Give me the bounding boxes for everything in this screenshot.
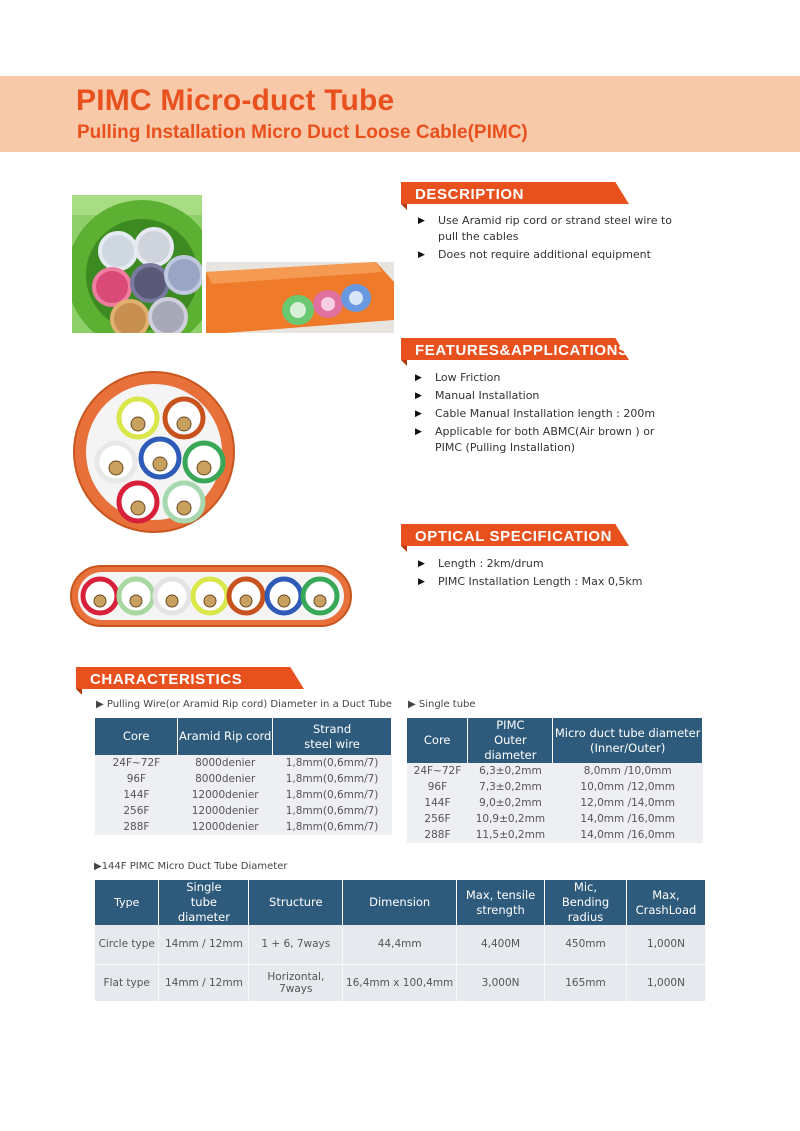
- list-item: ▶ Does not require additional equipment: [414, 247, 674, 263]
- page-title: PIMC Micro-duct Tube: [76, 84, 395, 117]
- table-row: Flat type 14mm / 12mm Horizontal, 7ways 16,4mm x 100,4mm 3,000N 165mm 1,000N: [95, 964, 706, 1001]
- table-row: 288F 12000denier 1,8mm(0,6mm/7): [95, 819, 392, 835]
- column-header: Strand steel wire: [273, 718, 392, 755]
- column-header: Max, tensile strength: [457, 880, 545, 925]
- table3-caption: ▶144F PIMC Micro Duct Tube Diameter: [94, 861, 288, 872]
- single-tube-table: [407, 718, 703, 843]
- table-row: 288F 11,5±0,2mm 14,0mm /16,0mm: [407, 827, 703, 843]
- table-row: 24F~72F 8000denier 1,8mm(0,6mm/7): [95, 755, 392, 771]
- column-header: Core: [95, 718, 178, 755]
- optical-list: [414, 556, 684, 592]
- duct-tube-diameter-table: [95, 880, 706, 1002]
- list-item: ▶ Use Aramid rip cord or strand steel wire to pull the cables: [414, 213, 674, 245]
- features-list: [411, 370, 681, 458]
- optical-heading: OPTICAL SPECIFICATION: [401, 524, 629, 550]
- description-list: [414, 213, 674, 265]
- table1-caption: ▶ Pulling Wire(or Aramid Rip cord) Diameter in a Duct Tube: [96, 699, 392, 710]
- column-header: Structure: [249, 880, 343, 925]
- characteristics-heading: CHARACTERISTICS: [76, 667, 304, 693]
- features-heading: FEATURES&APPLICATIONS: [401, 338, 629, 364]
- list-item: ▶ Manual Installation: [411, 388, 681, 404]
- table-row: 96F 8000denier 1,8mm(0,6mm/7): [95, 771, 392, 787]
- table-row: 96F 7,3±0,2mm 10,0mm /12,0mm: [407, 779, 703, 795]
- table-row: 24F~72F 6,3±0,2mm 8,0mm /10,0mm: [407, 763, 703, 779]
- table-row: 144F 9,0±0,2mm 12,0mm /14,0mm: [407, 795, 703, 811]
- table2-caption: ▶ Single tube: [408, 699, 476, 710]
- description-heading: DESCRIPTION: [401, 182, 629, 208]
- page-subtitle: Pulling Installation Micro Duct Loose Cable(PIMC): [77, 122, 528, 143]
- column-header: Micro duct tube diameter (Inner/Outer): [553, 718, 703, 763]
- diagram-flat-type: [70, 565, 352, 627]
- list-item: ▶ PIMC Installation Length : Max 0,5km: [414, 574, 684, 590]
- table-row: Circle type 14mm / 12mm 1 + 6, 7ways 44,4mm 4,400M 450mm 1,000N: [95, 925, 706, 964]
- pulling-wire-table: [95, 718, 392, 835]
- column-header: Single tube diameter: [159, 880, 249, 925]
- flat-ribbon-image: [206, 262, 394, 333]
- column-header: Dimension: [343, 880, 457, 925]
- column-header: Max, CrashLoad: [626, 880, 705, 925]
- list-item: ▶ Low Friction: [411, 370, 681, 386]
- diagram-circle-type: [72, 370, 236, 534]
- list-item: ▶ Cable Manual Installation length : 200m: [411, 406, 681, 422]
- table-row: 256F 12000denier 1,8mm(0,6mm/7): [95, 803, 392, 819]
- column-header: Core: [407, 718, 468, 763]
- photo-flat-ribbon: [206, 262, 394, 333]
- column-header: Aramid Rip cord: [178, 718, 273, 755]
- table-row: 256F 10,9±0,2mm 14,0mm /16,0mm: [407, 811, 703, 827]
- column-header: PIMC Outer diameter: [468, 718, 553, 763]
- photo-round-bundle: [72, 195, 202, 333]
- column-header: Mic, Bending radius: [545, 880, 627, 925]
- list-item: ▶ Length : 2km/drum: [414, 556, 684, 572]
- list-item: ▶ Applicable for both ABMC(Air brown ) or PIMC (Pulling Installation): [411, 424, 681, 456]
- round-bundle-image: [72, 195, 202, 333]
- flat-type-cross-section: [70, 565, 352, 627]
- circle-type-cross-section: [72, 370, 236, 534]
- column-header: Type: [95, 880, 159, 925]
- table-row: 144F 12000denier 1,8mm(0,6mm/7): [95, 787, 392, 803]
